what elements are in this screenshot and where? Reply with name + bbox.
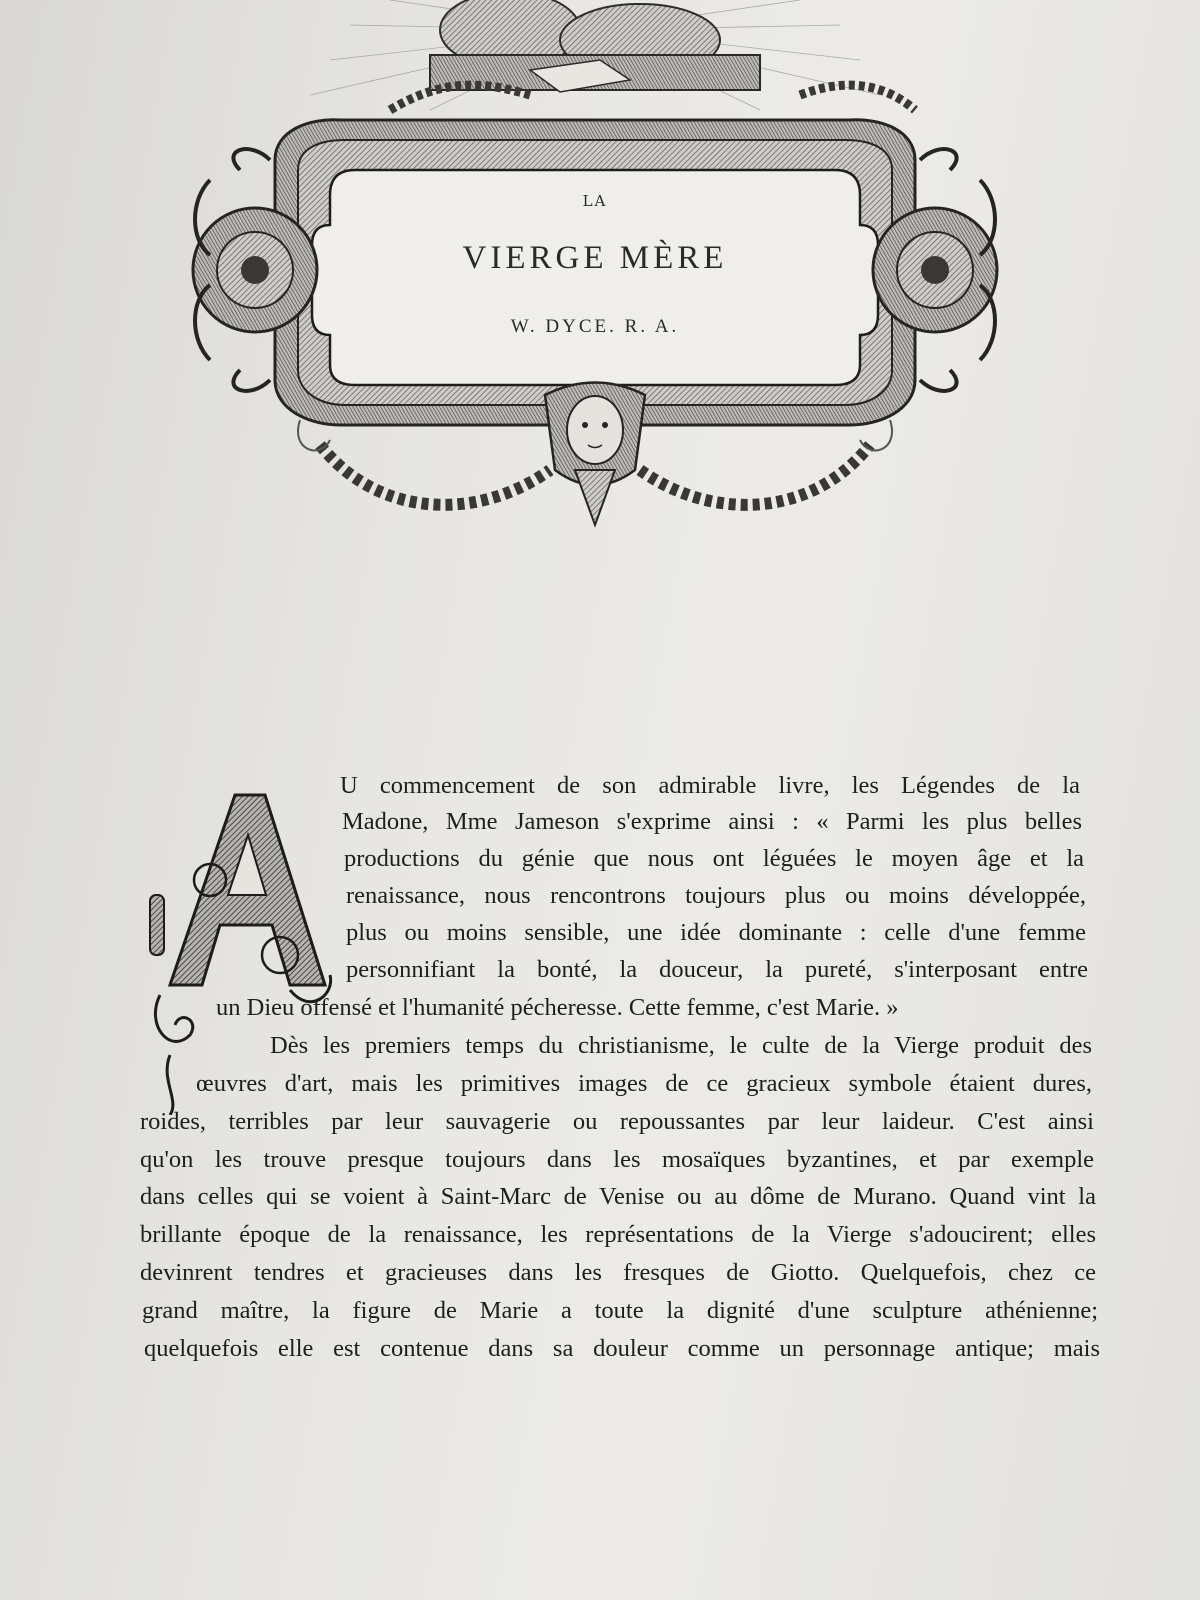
text-line: U commencement de son admirable livre, les Légendes de la <box>340 772 1080 799</box>
text-line: personnifiant la bonté, la douceur, la pureté, s'interposant entre <box>346 956 1088 983</box>
text-line: quelquefois elle est contenue dans sa douleur comme un personnage antique; mais <box>144 1335 1100 1362</box>
text-line: renaissance, nous rencontrons toujours plus ou moins développée, <box>346 882 1086 909</box>
mask-ornament <box>545 383 645 526</box>
text-line: Madone, Mme Jameson s'exprime ainsi : « Parmi les plus belles <box>342 808 1082 835</box>
pre-title: LA <box>582 192 608 210</box>
page-title: VIERGE MÈRE <box>462 240 728 276</box>
ornamental-cartouche <box>180 0 1010 545</box>
text-line: Dès les premiers temps du christianisme, le culte de la Vierge produit des <box>270 1032 1092 1059</box>
author-credit: W. DYCE. R. A. <box>510 316 680 337</box>
text-line: brillante époque de la renaissance, les représentations de la Vierge s'adoucirent; elles <box>140 1221 1096 1248</box>
text-line: grand maître, la figure de Marie a toute la dignité d'une sculpture athénienne; <box>142 1297 1098 1324</box>
text-line: dans celles qui se voient à Saint-Marc de Venise ou au dôme de Murano. Quand vint la <box>140 1183 1096 1210</box>
cherubs-ornament <box>430 0 760 92</box>
text-line: un Dieu offensé et l'humanité pécheresse. Cette femme, c'est Marie. » <box>216 994 899 1021</box>
text-line: productions du génie que nous ont léguées le moyen âge et la <box>344 845 1084 872</box>
text-line: œuvres d'art, mais les primitives images de ce gracieux symbole étaient dures, <box>196 1070 1092 1097</box>
illuminated-drop-cap <box>140 785 340 1115</box>
text-line: roides, terribles par leur sauvagerie ou repoussantes par leur laideur. C'est ainsi <box>140 1108 1094 1135</box>
text-line: qu'on les trouve presque toujours dans les mosaïques byzantines, et par exemple <box>140 1146 1094 1173</box>
text-line: plus ou moins sensible, une idée dominante : celle d'une femme <box>346 919 1086 946</box>
text-line: devinrent tendres et gracieuses dans les fresques de Giotto. Quelquefois, chez ce <box>140 1259 1096 1286</box>
